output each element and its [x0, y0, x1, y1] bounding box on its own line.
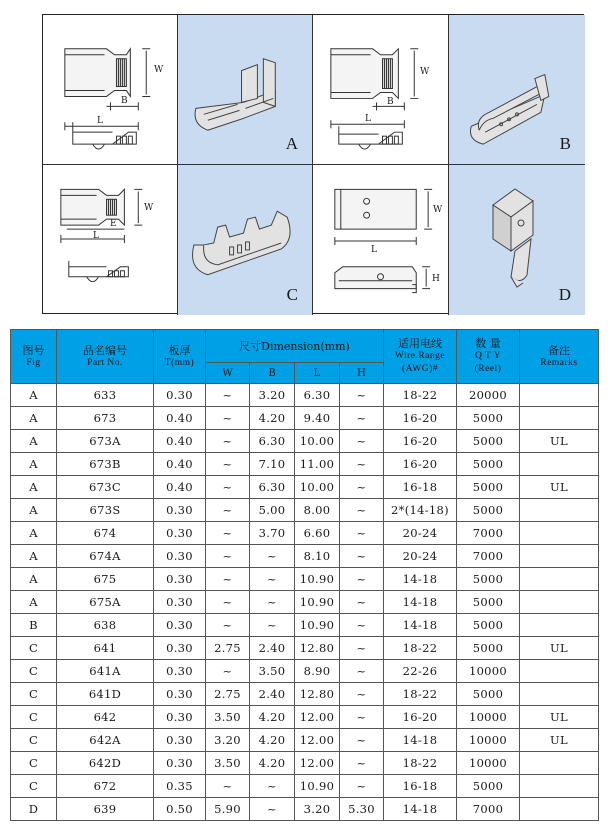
cell-qty: 5000 [457, 430, 520, 453]
header-dim-h: H [340, 363, 384, 384]
cell-dim-b: 2.40 [250, 683, 295, 706]
cell-part-no: 638 [57, 614, 154, 637]
cell-dim-w: 2.75 [206, 683, 250, 706]
cell-wire-range: 18-22 [384, 752, 457, 775]
cell-part-no: 641 [57, 637, 154, 660]
cell-dim-l: 10.90 [295, 775, 340, 798]
cell-remarks: UL [520, 430, 599, 453]
cell-wire-range: 18-22 [384, 683, 457, 706]
cell-fig: A [11, 476, 57, 499]
fig-b-drawing [313, 15, 449, 165]
cell-qty: 7000 [457, 545, 520, 568]
table-row [11, 775, 599, 798]
cell-dim-b: ~ [250, 798, 295, 821]
figure-grid [42, 14, 584, 314]
cell-fig: C [11, 729, 57, 752]
cell-remarks [520, 683, 599, 706]
cell-dim-w: ~ [206, 545, 250, 568]
cell-dim-h: ~ [340, 545, 384, 568]
cell-fig: C [11, 775, 57, 798]
cell-dim-l: 10.90 [295, 591, 340, 614]
cell-dim-l: 12.00 [295, 706, 340, 729]
cell-dim-b: ~ [250, 545, 295, 568]
header-remarks: 备注 Remarks [520, 330, 599, 384]
cell-dim-l: 6.60 [295, 522, 340, 545]
fig-d-drawing [313, 165, 449, 315]
cell-dim-b: ~ [250, 591, 295, 614]
cell-part-no: 633 [57, 384, 154, 407]
cell-part-no: 674A [57, 545, 154, 568]
cell-qty: 5000 [457, 568, 520, 591]
cell-dim-b: 3.70 [250, 522, 295, 545]
dim-label-w-c: W [144, 203, 154, 213]
cell-thickness: 0.30 [154, 706, 206, 729]
cell-dim-b: 4.20 [250, 706, 295, 729]
cell-qty: 5000 [457, 614, 520, 637]
cell-dim-w: 5.90 [206, 798, 250, 821]
cell-remarks [520, 384, 599, 407]
cell-dim-w: 3.50 [206, 752, 250, 775]
cell-dim-b: 3.50 [250, 660, 295, 683]
cell-dim-w: ~ [206, 453, 250, 476]
table-row [11, 591, 599, 614]
table-row [11, 614, 599, 637]
header-wire-range: 适用电线 Wire Range (AWG)# [384, 330, 457, 384]
cell-dim-h: ~ [340, 706, 384, 729]
cell-thickness: 0.30 [154, 729, 206, 752]
cell-part-no: 639 [57, 798, 154, 821]
cell-qty: 5000 [457, 499, 520, 522]
cell-dim-b: 7.10 [250, 453, 295, 476]
cell-thickness: 0.30 [154, 683, 206, 706]
cell-dim-b: 6.30 [250, 430, 295, 453]
cell-dim-b: ~ [250, 775, 295, 798]
cell-fig: A [11, 407, 57, 430]
fig-b-render [449, 15, 585, 165]
cell-dim-h: ~ [340, 660, 384, 683]
cell-dim-h: ~ [340, 775, 384, 798]
cell-dim-b: 5.00 [250, 499, 295, 522]
cell-dim-b: ~ [250, 614, 295, 637]
spec-table [10, 329, 599, 821]
cell-remarks [520, 522, 599, 545]
header-part-no: 品名编号 Part No. [57, 330, 154, 384]
cell-dim-h: ~ [340, 453, 384, 476]
cell-dim-h: 5.30 [340, 798, 384, 821]
cell-qty: 7000 [457, 798, 520, 821]
table-row [11, 660, 599, 683]
dim-label-b: B [121, 96, 128, 106]
table-row [11, 453, 599, 476]
table-row [11, 476, 599, 499]
cell-dim-w: ~ [206, 407, 250, 430]
cell-fig: C [11, 706, 57, 729]
cell-dim-l: 12.00 [295, 752, 340, 775]
cell-dim-b: 4.20 [250, 407, 295, 430]
cell-dim-w: 3.50 [206, 706, 250, 729]
cell-dim-l: 8.90 [295, 660, 340, 683]
cell-qty: 5000 [457, 453, 520, 476]
cell-wire-range: 14-18 [384, 798, 457, 821]
table-row [11, 384, 599, 407]
cell-dim-w: 2.75 [206, 637, 250, 660]
cell-wire-range: 20-24 [384, 522, 457, 545]
cell-remarks: UL [520, 637, 599, 660]
dim-label-l-c: L [93, 231, 99, 241]
cell-dim-b: 3.20 [250, 384, 295, 407]
header-dim-w: W [206, 363, 250, 384]
dim-label-b-b: B [387, 97, 394, 107]
cell-remarks [520, 453, 599, 476]
cell-wire-range: 16-18 [384, 775, 457, 798]
cell-thickness: 0.30 [154, 660, 206, 683]
header-fig: 图号 Fig [11, 330, 57, 384]
cell-dim-l: 12.00 [295, 729, 340, 752]
cell-remarks [520, 752, 599, 775]
table-row [11, 407, 599, 430]
cell-dim-l: 10.00 [295, 476, 340, 499]
dim-label-w-d: W [433, 205, 443, 215]
cell-part-no: 641D [57, 683, 154, 706]
table-row [11, 706, 599, 729]
cell-qty: 5000 [457, 683, 520, 706]
cell-dim-w: ~ [206, 499, 250, 522]
cell-remarks [520, 407, 599, 430]
cell-remarks [520, 568, 599, 591]
cell-thickness: 0.35 [154, 775, 206, 798]
cell-remarks [520, 614, 599, 637]
spec-table-body [11, 384, 599, 821]
dim-label-l: L [97, 116, 103, 126]
cell-dim-l: 10.00 [295, 430, 340, 453]
cell-wire-range: 18-22 [384, 384, 457, 407]
cell-dim-b: 6.30 [250, 476, 295, 499]
cell-thickness: 0.30 [154, 522, 206, 545]
cell-qty: 10000 [457, 706, 520, 729]
cell-dim-w: ~ [206, 384, 250, 407]
cell-part-no: 673S [57, 499, 154, 522]
cell-fig: C [11, 752, 57, 775]
cell-remarks: UL [520, 729, 599, 752]
cell-remarks: UL [520, 706, 599, 729]
cell-part-no: 674 [57, 522, 154, 545]
cell-dim-h: ~ [340, 522, 384, 545]
cell-thickness: 0.50 [154, 798, 206, 821]
fig-a-drawing [43, 15, 178, 165]
cell-part-no: 673B [57, 453, 154, 476]
cell-part-no: 673A [57, 430, 154, 453]
cell-thickness: 0.30 [154, 637, 206, 660]
cell-dim-w: ~ [206, 568, 250, 591]
cell-wire-range: 16-20 [384, 706, 457, 729]
cell-qty: 5000 [457, 476, 520, 499]
cell-wire-range: 16-20 [384, 430, 457, 453]
cell-wire-range: 16-20 [384, 407, 457, 430]
cell-dim-l: 9.40 [295, 407, 340, 430]
cell-remarks [520, 591, 599, 614]
cell-fig: A [11, 522, 57, 545]
cell-part-no: 642 [57, 706, 154, 729]
dim-label-e-c: E [110, 219, 117, 229]
cell-remarks: UL [520, 476, 599, 499]
cell-dim-b: 4.20 [250, 752, 295, 775]
table-row [11, 683, 599, 706]
cell-remarks [520, 499, 599, 522]
cell-qty: 5000 [457, 407, 520, 430]
cell-dim-l: 11.00 [295, 453, 340, 476]
figure-label-a: A [285, 134, 298, 153]
cell-thickness: 0.30 [154, 591, 206, 614]
dim-label-h-d: H [432, 274, 440, 284]
header-qty: 数 量 Q T Y (Reel) [457, 330, 520, 384]
cell-dim-w: ~ [206, 522, 250, 545]
cell-dim-h: ~ [340, 430, 384, 453]
header-dim-l: L [295, 363, 340, 384]
table-row [11, 568, 599, 591]
cell-dim-h: ~ [340, 614, 384, 637]
cell-fig: C [11, 637, 57, 660]
cell-wire-range: 20-24 [384, 545, 457, 568]
cell-fig: A [11, 568, 57, 591]
cell-thickness: 0.30 [154, 614, 206, 637]
dim-label-l-d: L [371, 245, 377, 255]
dim-label-w-b: W [420, 67, 430, 77]
cell-thickness: 0.40 [154, 407, 206, 430]
header-dimension: 尺寸Dimension(mm) [206, 330, 384, 363]
cell-fig: D [11, 798, 57, 821]
table-row [11, 545, 599, 568]
cell-dim-l: 8.10 [295, 545, 340, 568]
table-row [11, 499, 599, 522]
cell-thickness: 0.30 [154, 568, 206, 591]
cell-wire-range: 16-18 [384, 476, 457, 499]
cell-remarks [520, 798, 599, 821]
cell-dim-l: 10.90 [295, 568, 340, 591]
cell-part-no: 672 [57, 775, 154, 798]
cell-dim-l: 8.00 [295, 499, 340, 522]
cell-part-no: 673 [57, 407, 154, 430]
cell-thickness: 0.30 [154, 752, 206, 775]
cell-wire-range: 2*(14-18) [384, 499, 457, 522]
cell-fig: A [11, 430, 57, 453]
cell-remarks [520, 775, 599, 798]
table-row [11, 522, 599, 545]
cell-fig: C [11, 660, 57, 683]
cell-thickness: 0.40 [154, 453, 206, 476]
cell-dim-h: ~ [340, 752, 384, 775]
cell-dim-w: ~ [206, 775, 250, 798]
cell-dim-l: 6.30 [295, 384, 340, 407]
cell-wire-range: 14-18 [384, 729, 457, 752]
table-row [11, 637, 599, 660]
cell-thickness: 0.30 [154, 545, 206, 568]
cell-qty: 5000 [457, 591, 520, 614]
table-row [11, 430, 599, 453]
cell-dim-w: ~ [206, 614, 250, 637]
dim-label-l-b: L [365, 114, 371, 124]
cell-dim-h: ~ [340, 591, 384, 614]
cell-qty: 10000 [457, 660, 520, 683]
cell-dim-w: ~ [206, 660, 250, 683]
cell-thickness: 0.40 [154, 476, 206, 499]
cell-thickness: 0.40 [154, 430, 206, 453]
cell-dim-h: ~ [340, 729, 384, 752]
dim-label-w: W [154, 65, 164, 75]
cell-dim-h: ~ [340, 499, 384, 522]
fig-c-drawing [43, 165, 178, 315]
cell-dim-b: 4.20 [250, 729, 295, 752]
cell-dim-h: ~ [340, 637, 384, 660]
cell-dim-l: 3.20 [295, 798, 340, 821]
cell-fig: A [11, 453, 57, 476]
cell-wire-range: 14-18 [384, 591, 457, 614]
cell-dim-h: ~ [340, 683, 384, 706]
cell-dim-w: ~ [206, 591, 250, 614]
header-dim-b: B [250, 363, 295, 384]
header-thickness: 板厚 T(mm) [154, 330, 206, 384]
figure-label-c: C [286, 285, 298, 304]
cell-fig: A [11, 384, 57, 407]
cell-qty: 10000 [457, 752, 520, 775]
cell-dim-h: ~ [340, 407, 384, 430]
cell-thickness: 0.30 [154, 384, 206, 407]
cell-wire-range: 22-26 [384, 660, 457, 683]
table-row [11, 729, 599, 752]
cell-qty: 5000 [457, 775, 520, 798]
cell-qty: 7000 [457, 522, 520, 545]
cell-dim-l: 10.90 [295, 614, 340, 637]
cell-qty: 5000 [457, 637, 520, 660]
cell-dim-w: ~ [206, 430, 250, 453]
cell-dim-h: ~ [340, 568, 384, 591]
cell-dim-h: ~ [340, 384, 384, 407]
cell-dim-l: 12.80 [295, 637, 340, 660]
cell-qty: 20000 [457, 384, 520, 407]
cell-wire-range: 14-18 [384, 568, 457, 591]
fig-d-render [449, 165, 585, 315]
cell-dim-w: 3.20 [206, 729, 250, 752]
cell-dim-b: 2.40 [250, 637, 295, 660]
cell-part-no: 642A [57, 729, 154, 752]
cell-part-no: 673C [57, 476, 154, 499]
cell-part-no: 641A [57, 660, 154, 683]
table-row [11, 798, 599, 821]
figure-label-d: D [558, 285, 571, 304]
cell-fig: A [11, 545, 57, 568]
fig-a-render [178, 15, 313, 165]
cell-part-no: 675 [57, 568, 154, 591]
cell-qty: 10000 [457, 729, 520, 752]
cell-fig: C [11, 683, 57, 706]
fig-c-render [178, 165, 313, 315]
cell-dim-h: ~ [340, 476, 384, 499]
cell-thickness: 0.30 [154, 499, 206, 522]
cell-wire-range: 18-22 [384, 637, 457, 660]
cell-dim-w: ~ [206, 476, 250, 499]
cell-dim-b: ~ [250, 568, 295, 591]
cell-part-no: 675A [57, 591, 154, 614]
cell-fig: A [11, 499, 57, 522]
cell-fig: B [11, 614, 57, 637]
cell-remarks [520, 660, 599, 683]
cell-remarks [520, 545, 599, 568]
table-row [11, 752, 599, 775]
figure-label-b: B [559, 134, 571, 153]
cell-fig: A [11, 591, 57, 614]
cell-part-no: 642D [57, 752, 154, 775]
cell-wire-range: 14-18 [384, 614, 457, 637]
cell-dim-l: 12.80 [295, 683, 340, 706]
cell-wire-range: 16-20 [384, 453, 457, 476]
